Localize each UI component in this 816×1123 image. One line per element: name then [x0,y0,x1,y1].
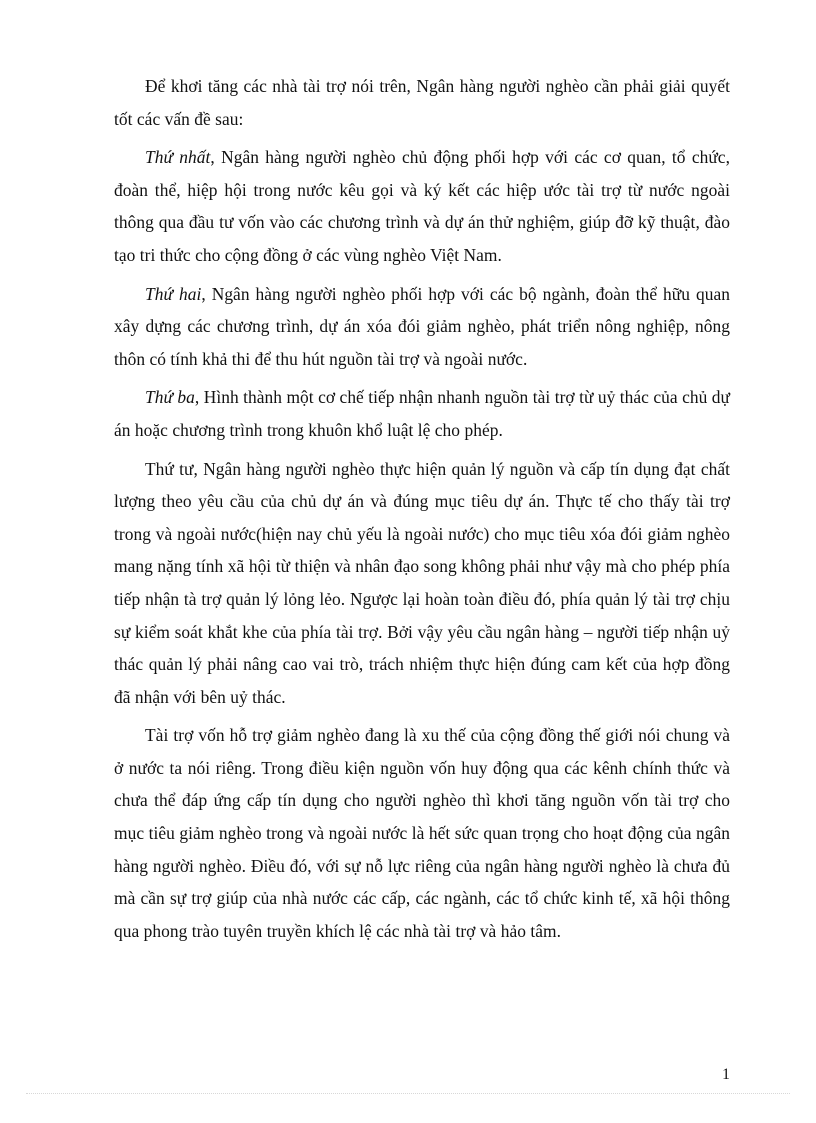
paragraph-lead-italic: Thứ nhất [145,147,211,168]
paragraph-text: , Ngân hàng người nghèo phối hợp với các bộ ngành, đoàn thể hữu quan xây dựng các chương trình, dự án xóa đói giảm nghèo, phát triển nông nghiệp, nông thôn có tính khả thi để thu hút nguồn tài trợ và ngoài nước. [114,283,730,369]
paragraph-text: Để khơi tăng các nhà tài trợ nói trên, Ngân hàng người nghèo cần phải giải quyết tốt các vấn đề sau: [114,76,730,129]
footer-divider [26,1093,790,1094]
paragraph-lead-italic: Thứ hai [145,283,202,304]
paragraph-third [114,381,730,446]
paragraph-text: Tài trợ vốn hỗ trợ giảm nghèo đang là xu thế của cộng đồng thế giới nói chung và ở nước ta nói riêng. Trong điều kiện nguồn vốn huy động qua các kênh chính thức và chưa thể đáp ứng cấp tín dụng cho người nghèo thì khơi tăng nguồn vốn tài trợ cho mục tiêu giảm nghèo trong và ngoài nước là hết sức quan trọng cho hoạt động của ngân hàng người nghèo. Điều đó, với sự nỗ lực riêng của ngân hàng người nghèo là chưa đủ mà cần sự trợ giúp của nhà nước các cấp, các ngành, các tổ chức kinh tế, xã hội thông qua phong trào tuyên truyền khích lệ các nhà tài trợ và hảo tâm. [114,725,730,941]
paragraph-text: , Hình thành một cơ chế tiếp nhận nhanh nguồn tài trợ từ uỷ thác của chủ dự án hoặc chương trình trong khuôn khổ luật lệ cho phép. [114,387,731,440]
paragraph-intro [114,70,730,135]
paragraph-text: Thứ tư, Ngân hàng người nghèo thực hiện quản lý nguồn và cấp tín dụng đạt chất lượng theo yêu cầu của chủ dự án và đúng mục tiêu dự án. Thực tế cho thấy tài trợ trong và ngoài nước(hiện nay chủ yếu là ngoài nước) cho mục tiêu xóa đói giảm nghèo mang nặng tính xã hội từ thiện và nhân đạo song không phải như vậy mà cho phép phía tiếp nhận tà trợ quản lý lỏng lẻo. Ngược lại hoàn toàn điều đó, phía quản lý tài trợ chịu sự kiểm soát khắt khe của phía tài trợ. Bởi vậy yêu cầu ngân hàng – người tiếp nhận uỷ thác quản lý phải nâng cao vai trò, trách nhiệm thực hiện đúng cam kết của hợp đồng đã nhận với bên uỷ thác. [114,458,730,707]
paragraph-text: , Ngân hàng người nghèo chủ động phối hợp với các cơ quan, tổ chức, đoàn thể, hiệp hội trong nước kêu gọi và ký kết các hiệp ước tài trợ từ nước ngoài thông qua đầu tư vốn vào các chương trình và dự án thử nghiệm, giúp đỡ kỹ thuật, đào tạo tri thức cho cộng đồng ở các vùng nghèo Việt Nam. [114,147,730,265]
paragraph-first [114,141,730,271]
page-number: 1 [722,1066,730,1083]
paragraph-fourth [114,453,730,714]
paragraph-second [114,278,730,376]
paragraph-conclusion [114,719,730,947]
paragraph-lead-italic: Thứ ba [145,387,195,408]
document-body [114,70,730,953]
